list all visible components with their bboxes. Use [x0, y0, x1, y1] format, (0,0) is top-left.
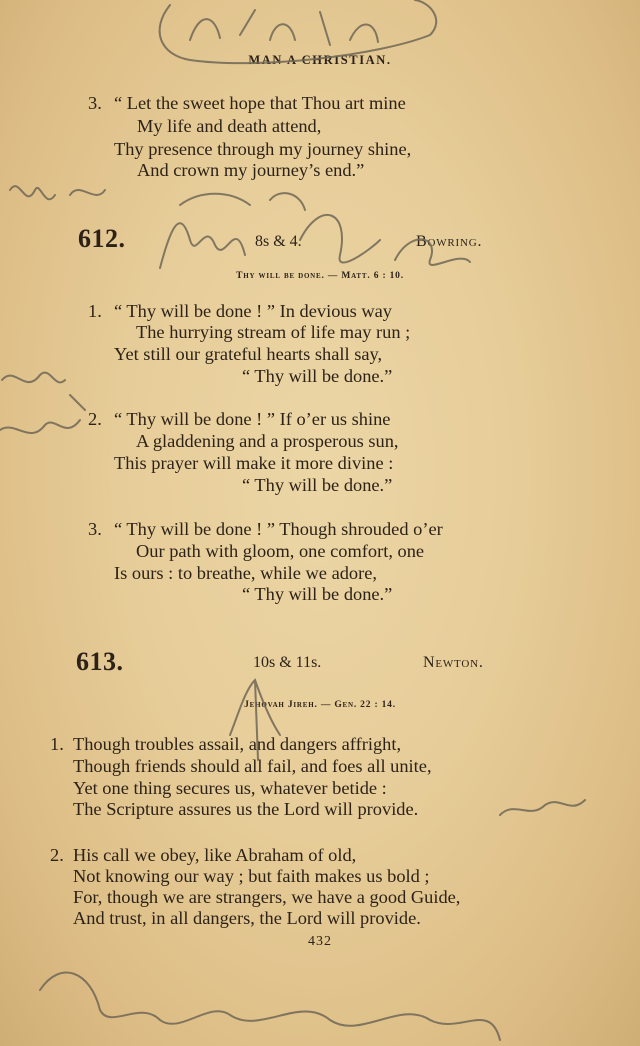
page-number: 432 [308, 934, 332, 949]
right-margin-scrawl [500, 800, 585, 815]
hymn-line: Yet still our grateful hearts shall say, [114, 344, 383, 364]
hymn-line: And crown my journey’s end.” [137, 160, 365, 180]
scripture-reference: Jehovah Jireh. — Gen. 22 : 14. [244, 700, 396, 710]
hymn-author: Bowring. [416, 233, 483, 250]
hymn-line: Is ours : to breathe, while we adore, [114, 563, 378, 583]
hymn-line: The hurrying stream of life may run ; [136, 322, 411, 342]
hymn-line: Not knowing our way ; but faith makes us bold ; [73, 866, 430, 886]
stanza-number: 2. [88, 409, 102, 429]
hymn-line: Yet one thing secures us, whatever betide : [73, 778, 387, 798]
hymn-line: Our path with gloom, one comfort, one [136, 541, 425, 561]
hymn-meter: 10s & 11s. [253, 654, 322, 671]
left-margin-scrawl [0, 186, 105, 433]
hymn-line: Though friends should all fail, and foes all unite, [73, 756, 432, 776]
hymn-line: For, though we are strangers, we have a good Guide, [73, 887, 461, 907]
hymn-line: My life and death attend, [137, 116, 322, 136]
scripture-reference: Thy will be done. — Matt. 6 : 10. [236, 271, 404, 281]
hymn-line: Thy presence through my journey shine, [114, 139, 412, 159]
hymn-number: 613. [76, 647, 124, 676]
hymn-line: “ Thy will be done.” [242, 584, 393, 604]
stanza-number: 3. [88, 519, 102, 539]
bottom-pencil-scrawl [40, 973, 500, 1040]
hymn-line: The Scripture assures us the Lord will provide. [73, 799, 419, 819]
hymn-line: “ Thy will be done ! ” Though shrouded o’er [114, 519, 443, 539]
hymn-line: Though troubles assail, and dangers affright, [73, 734, 402, 754]
hymn-line: “ Thy will be done.” [242, 475, 393, 495]
hymn-line: A gladdening and a prosperous sun, [136, 431, 399, 451]
hymn-line: His call we obey, like Abraham of old, [73, 845, 357, 865]
hymn-line: This prayer will make it more divine : [114, 453, 394, 473]
top-pencil-scrawl [160, 0, 437, 63]
hymn-line: “ Let the sweet hope that Thou art mine [114, 93, 406, 113]
hymn-line: “ Thy will be done ! ” If o’er us shine [114, 409, 391, 429]
hymn-line: And trust, in all dangers, the Lord will provide. [73, 908, 421, 928]
hymn-author: Newton. [423, 654, 484, 671]
hymn-meter: 8s & 4. [255, 233, 302, 250]
hymn-613-scrawl [230, 680, 280, 760]
stanza-number: 1. [88, 301, 102, 321]
stanza-number: 1. [50, 734, 64, 754]
hymn-612-meter-scrawl [160, 193, 470, 268]
hymn-number: 612. [78, 224, 126, 253]
stanza-number: 2. [50, 845, 64, 865]
stanza-number: 3. [88, 93, 102, 113]
running-header: MAN A CHRISTIAN. [248, 53, 392, 67]
hymn-line: “ Thy will be done.” [242, 366, 393, 386]
hymn-line: “ Thy will be done ! ” In devious way [114, 301, 393, 321]
